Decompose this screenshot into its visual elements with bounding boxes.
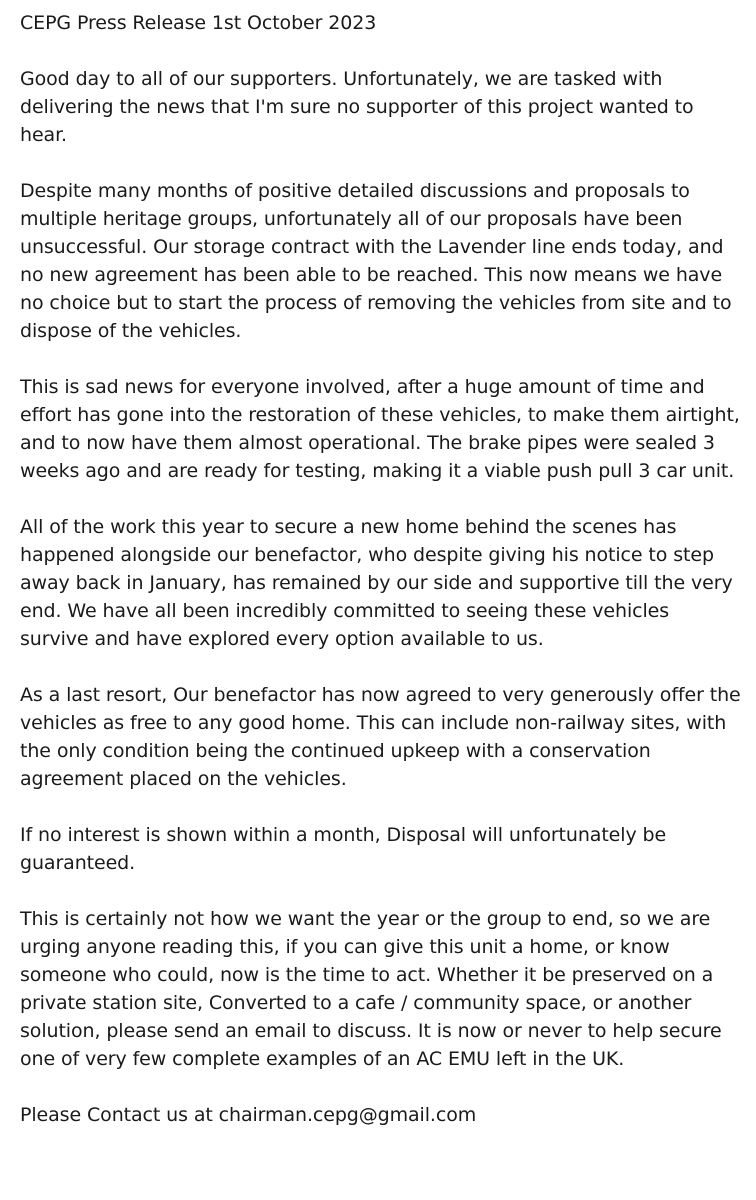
contact-line: Please Contact us at chairman.cepg@gmail.com [20, 1104, 477, 1126]
paragraph-call-to-action: This is certainly not how we want the year or the group to end, so we are urging anyone reading this, if you can give this unit a home, or know someone who could, now is the time to act. Whether it be preserved on a private station site, Converted to a cafe / community space, or another solution, please send an email to discuss. It is now or never to help secure one of very few complete examples of an AC EMU left in the UK. [20, 908, 722, 1070]
press-release-title: CEPG Press Release 1st October 2023 [20, 12, 377, 34]
paragraph-benefactor: All of the work this year to secure a new home behind the scenes has happened alongside our benefactor, who despite giving his notice to step away back in January, has remained by our side and supportive till the very end. We have all been incredibly committed to seeing these vehicles survive and have explored every option available to us. [20, 516, 733, 650]
paragraph-greeting: Good day to all of our supporters. Unfortunately, we are tasked with delivering the news that I'm sure no supporter of this project wanted to hear. [20, 68, 694, 146]
press-release-document [20, 9, 742, 1129]
paragraph-restoration: This is sad news for everyone involved, after a huge amount of time and effort has gone into the restoration of these vehicles, to make them airtight, and to now have them almost operational. The brake pipes were sealed 3 weeks ago and are ready for testing, making it a viable push pull 3 car unit. [20, 376, 740, 482]
paragraph-free-offer: As a last resort, Our benefactor has now agreed to very generously offer the vehicles as free to any good home. This can include non-railway sites, with the only condition being the continued upkeep with a conservation agreement placed on the vehicles. [20, 684, 741, 790]
paragraph-disposal-warning: If no interest is shown within a month, Disposal will unfortunately be guaranteed. [20, 824, 667, 874]
paragraph-proposals: Despite many months of positive detailed discussions and proposals to multiple heritage groups, unfortunately all of our proposals have been unsuccessful. Our storage contract with the Lavender line ends today, and no new agreement has been able to be reached. This now means we have no choice but to start the process of removing the vehicles from site and to dispose of the vehicles. [20, 180, 732, 342]
